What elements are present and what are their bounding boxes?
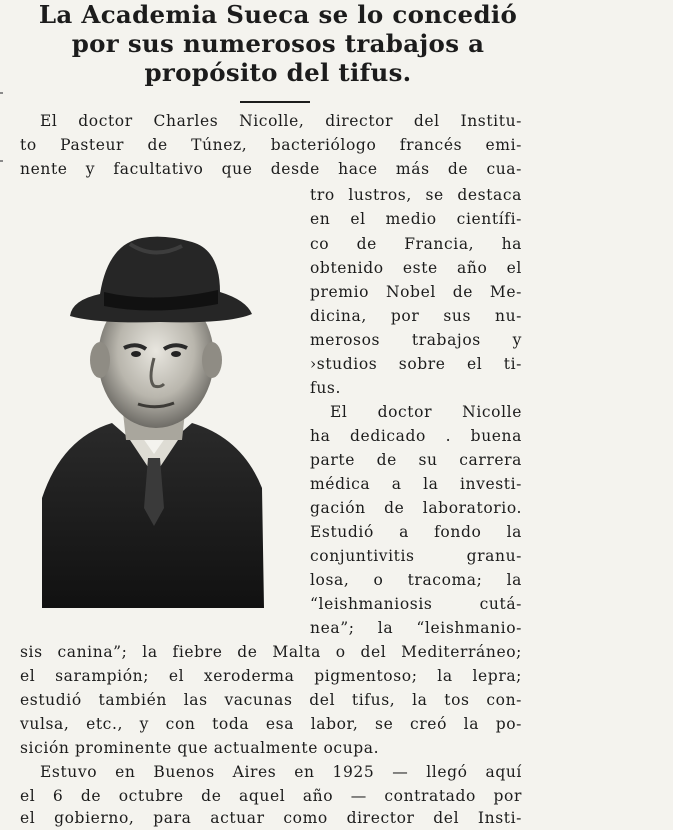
article-line: premio Nobel de Me- bbox=[310, 283, 522, 301]
article-line: losa, o tracoma; la bbox=[310, 571, 522, 589]
article-line: médica a la investi- bbox=[310, 475, 522, 493]
margin-mark bbox=[0, 92, 3, 94]
article-line: tro lustros, se destaca bbox=[310, 186, 522, 204]
headline bbox=[18, 0, 538, 87]
article-line: ›studios sobre el ti- bbox=[310, 355, 522, 373]
article-line: nente y facultativo que desde hace más de cua- bbox=[20, 160, 522, 178]
article-line: sis canina”; la fiebre de Malta o del Mediterráneo; bbox=[20, 643, 522, 661]
article-line: ha dedicado . buena bbox=[310, 427, 522, 445]
headline-line-3: propósito del tifus. bbox=[144, 58, 412, 87]
article-line: El doctor Nicolle bbox=[330, 403, 522, 421]
article-line: Estuvo en Buenos Aires en 1925 — llegó aquí bbox=[40, 763, 522, 781]
portrait-image bbox=[42, 208, 266, 608]
article-line: conjuntivitis granu- bbox=[310, 547, 522, 565]
article-line: dicina, por sus nu- bbox=[310, 307, 522, 325]
article-line: el sarampión; el xeroderma pigmentoso; la lepra; bbox=[20, 667, 522, 685]
headline-line-2: por sus numerosos trabajos a bbox=[71, 29, 485, 58]
article-line: co de Francia, ha bbox=[310, 235, 522, 253]
headline-line-1: La Academia Sueca se lo concedió bbox=[38, 0, 518, 29]
article-line: gación de laboratorio. bbox=[310, 499, 522, 517]
article-line: estudió también las vacunas del tifus, la tos con- bbox=[20, 691, 522, 709]
article-line: en el medio científi- bbox=[310, 210, 522, 228]
margin-mark bbox=[0, 160, 3, 162]
article-line: fus. bbox=[310, 379, 342, 397]
article-line: vulsa, etc., y con toda esa labor, se creó la po- bbox=[20, 715, 522, 733]
article-line: to Pasteur de Túnez, bacteriólogo francés emi- bbox=[20, 136, 522, 154]
article-line: obtenido este año el bbox=[310, 259, 522, 277]
article-line: “leishmaniosis cutá- bbox=[310, 595, 522, 613]
article-line: merosos trabajos y bbox=[310, 331, 522, 349]
headline-divider bbox=[240, 101, 310, 103]
article-line: el gobierno, para actuar como director del Insti- bbox=[20, 809, 522, 827]
article-line: Estudió a fondo la bbox=[310, 523, 522, 541]
article-line: nea”; la “leishmanio- bbox=[310, 619, 522, 637]
article-line: parte de su carrera bbox=[310, 451, 522, 469]
portrait-photo bbox=[42, 208, 266, 608]
article-line: sición prominente que actualmente ocupa. bbox=[20, 739, 380, 757]
article-line: el 6 de octubre de aquel año — contratado por bbox=[20, 787, 522, 805]
article-line: El doctor Charles Nicolle, director del Institu- bbox=[40, 112, 522, 130]
